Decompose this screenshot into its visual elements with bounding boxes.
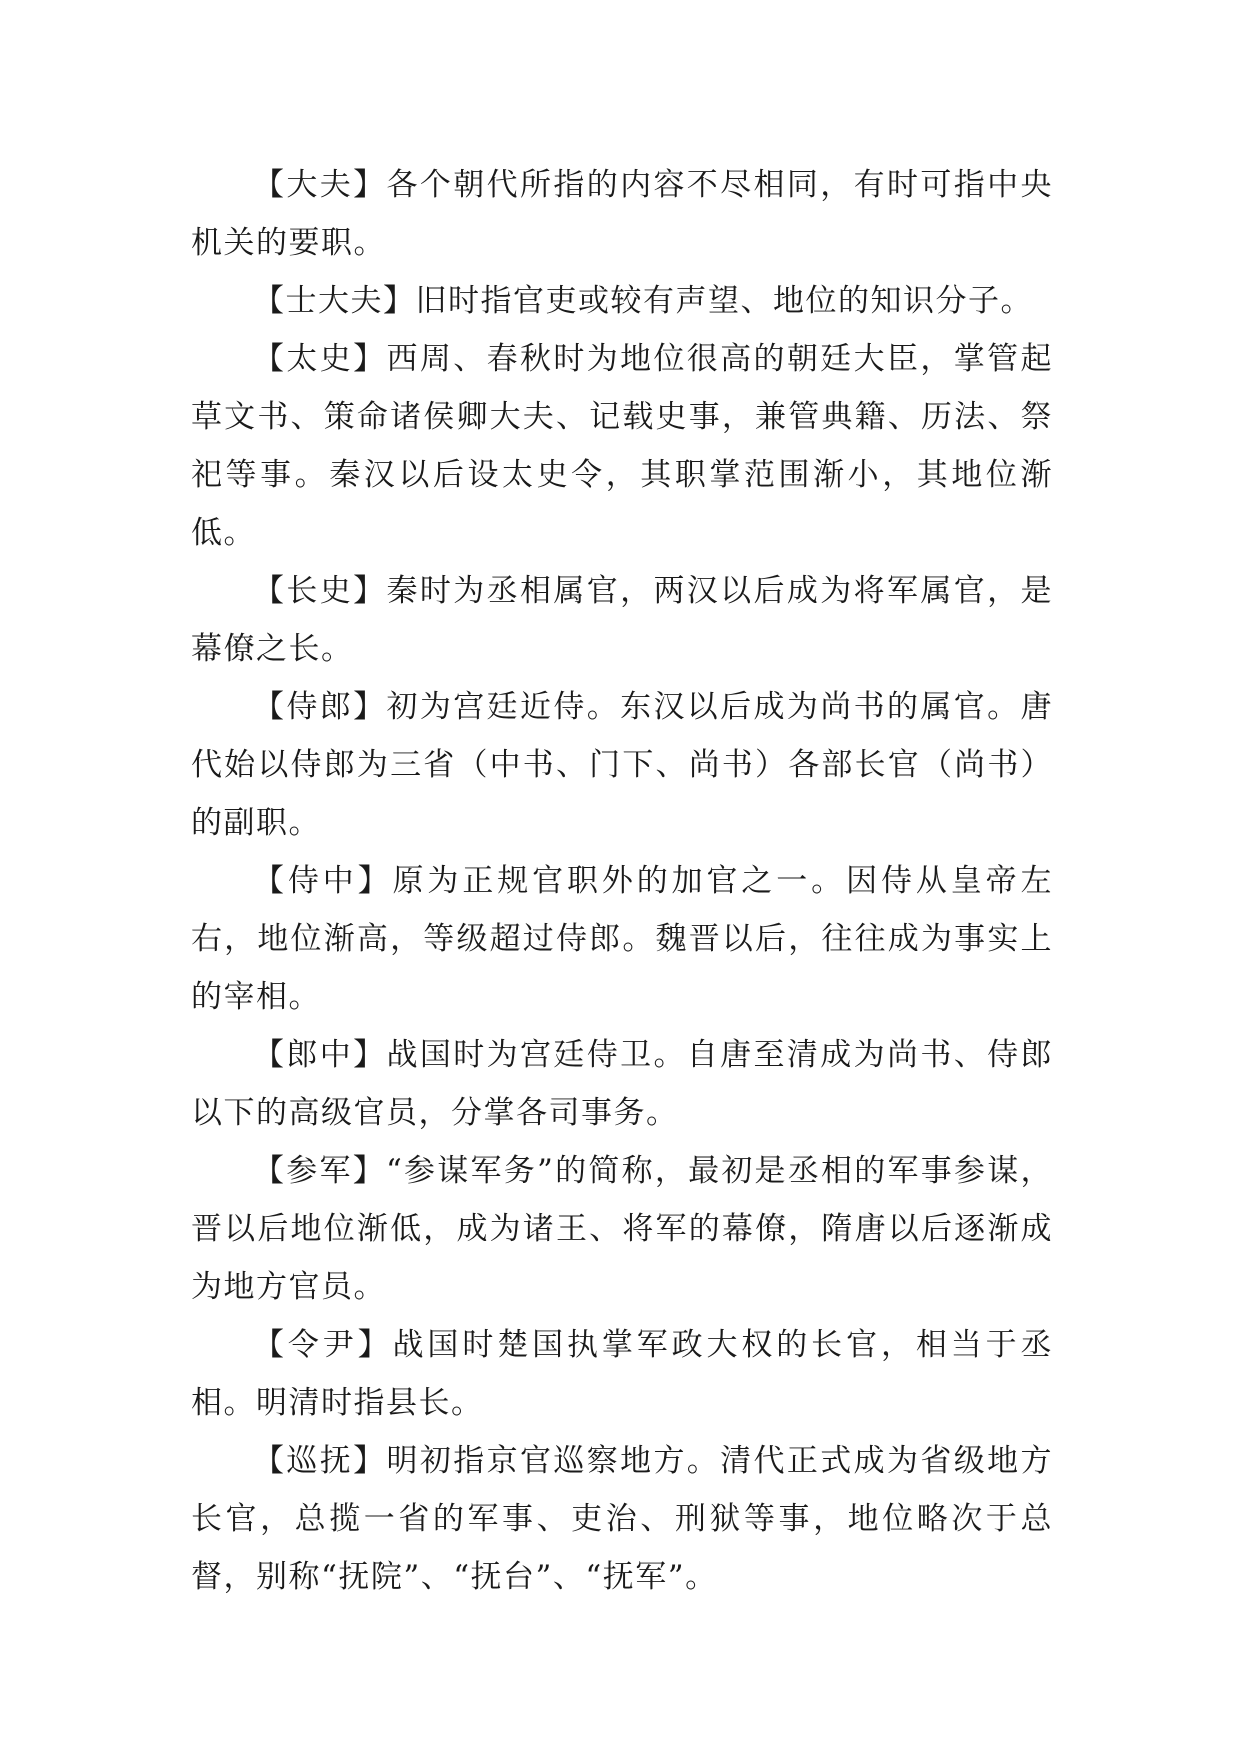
entry-term: 【长史】 <box>253 573 387 609</box>
entry-definition: 旧时指官吏或较有声望、地位的知识分子。 <box>415 283 1033 319</box>
glossary-text <box>191 156 1053 1606</box>
entry-term: 【侍中】 <box>253 863 393 899</box>
entry-definition: 初为宫廷近侍。东汉以后成为尚书的属官。唐代始以侍郎为三省（中书、门下、尚书）各部长官（尚书）的副职。 <box>191 689 1054 841</box>
entry-term: 【郎中】 <box>253 1037 387 1073</box>
entry-term: 【巡抚】 <box>253 1443 387 1479</box>
entry-definition: 原为正规官职外的加官之一。因侍从皇帝左右，地位渐高，等级超过侍郎。魏晋以后，往往成为事实上的宰相。 <box>191 863 1053 1015</box>
entry-definition: 各个朝代所指的内容不尽相同，有时可指中央机关的要职。 <box>191 167 1054 261</box>
entry-definition: 战国时为宫廷侍卫。自唐至清成为尚书、侍郎以下的高级官员，分掌各司事务。 <box>191 1037 1054 1131</box>
entry-term: 【令尹】 <box>253 1327 393 1363</box>
entry-term: 【参军】 <box>253 1153 386 1189</box>
entry-term: 【侍郎】 <box>253 689 387 725</box>
entry-shidafu <box>191 272 1053 330</box>
entry-shizhong <box>191 852 1053 1026</box>
entry-term: 【大夫】 <box>253 167 387 203</box>
entry-definition: 战国时楚国执掌军政大权的长官，相当于丞相。明清时指县长。 <box>191 1327 1053 1421</box>
entry-taishi <box>191 330 1053 562</box>
entry-xunfu <box>191 1432 1053 1606</box>
entry-term: 【士大夫】 <box>253 283 416 319</box>
entry-definition: 明初指京官巡察地方。清代正式成为省级地方长官，总揽一省的军事、吏治、刑狱等事，地位略次于总督，别称“抚院”、“抚台”、“抚军”。 <box>191 1443 1054 1595</box>
entry-dafu <box>191 156 1053 272</box>
entry-lingyin <box>191 1316 1053 1432</box>
entry-langzhong <box>191 1026 1053 1142</box>
entry-term: 【太史】 <box>253 341 387 377</box>
entry-definition: 西周、春秋时为地位很高的朝廷大臣，掌管起草文书、策命诸侯卿大夫、记载史事，兼管典籍、历法、祭祀等事。秦汉以后设太史令，其职掌范围渐小，其地位渐低。 <box>191 341 1054 551</box>
entry-zhangshi <box>191 562 1053 678</box>
entry-definition: “参谋军务”的简称，最初是丞相的军事参谋，晋以后地位渐低，成为诸王、将军的幕僚，隋唐以后逐渐成为地方官员。 <box>191 1153 1053 1305</box>
entry-definition: 秦时为丞相属官，两汉以后成为将军属官，是幕僚之长。 <box>191 573 1054 667</box>
entry-canjun <box>191 1142 1053 1316</box>
entry-shilang <box>191 678 1053 852</box>
